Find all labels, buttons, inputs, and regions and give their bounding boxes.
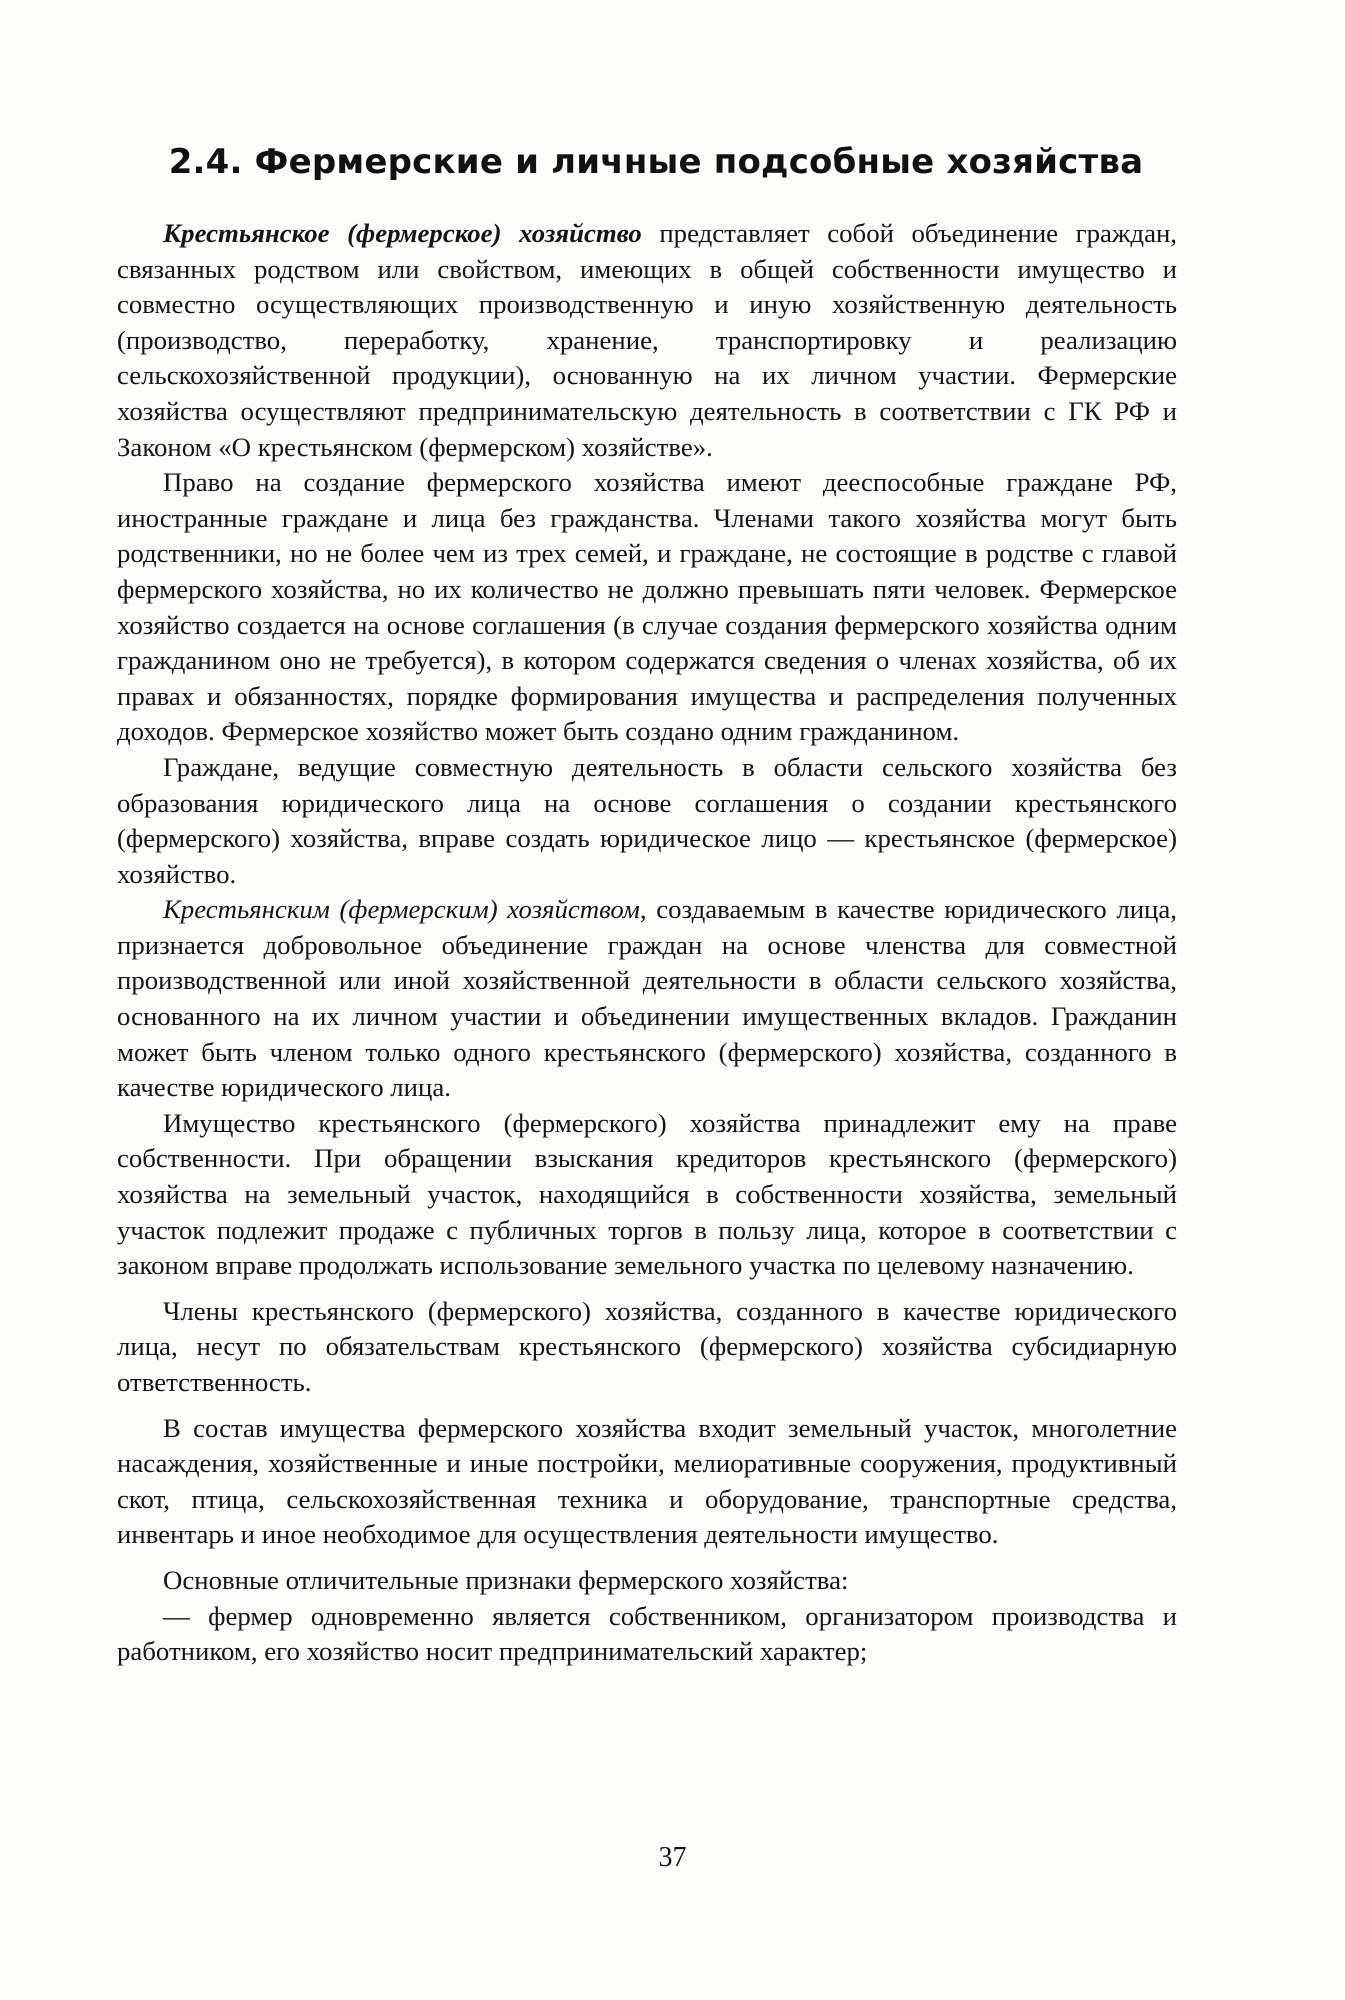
- paragraph-1-text: представляет собой объединение граждан, связанных родством или свойством, имеющих в общей собственности имущество и совместно осуществляющих производственную и иную хозяйственную деятельность (производство, переработку, хранение, транспортировку и реализацию сельскохозяйственной продукции), основанную на их личном участии. Фермерские хозяйства осуществляют предпринимательскую деятельность в соответствии с ГК РФ и Законом «О крестьянском (фермерском) хозяйстве».: [117, 218, 1177, 462]
- paragraph-2: Право на создание фермерского хозяйства имеют дееспособные граждане РФ, иностранные граждане и лица без гражданства. Членами такого хозяйства могут быть родственники, но не более чем из трех семей, и граждане, не состоящие в родстве с главой фермерского хозяйства, но их количество не должно превышать пяти человек. Фермерское хозяйство создается на основе соглашения (в случае создания фермерского хозяйства одним гражданином оно не требуется), в котором содержатся сведения о членах хозяйства, об их правах и обязанностях, порядке формирования имущества и распределения полученных доходов. Фермерское хозяйство может быть создано одним гражданином.: [117, 467, 1177, 747]
- paragraph-8: Основные отличительные признаки фермерского хозяйства:: [163, 1564, 849, 1595]
- paragraph-4-text: , создаваемым в качестве юридического лица, признается добровольное объединение граждан на основе членства для совместной производственной или иной хозяйственной деятельности в области сельского хозяйства, основанного на их личном участии и объединении имущественных вкладов. Гражданин может быть членом только одного крестьянского (фермерского) хозяйства, созданного в качестве юридического лица.: [117, 894, 1177, 1103]
- section-title: 2.4. Фермерские и личные подсобные хозяйства: [168, 142, 1144, 182]
- paragraph-7: В состав имущества фермерского хозяйства входит земельный участок, многолетние насаждения, хозяйственные и иные постройки, мелиоративные сооружения, продуктивный скот, птица, сельскохозяйственная техника и оборудование, транспортные средства, инвентарь и иное необходимое для осуществления деятельности имущество.: [117, 1412, 1177, 1550]
- paragraph-9-list-item: — фермер одновременно является собственником, организатором производства и работником, его хозяйство носит предпринимательский характер;: [117, 1600, 1177, 1667]
- paragraph-5: Имущество крестьянского (фермерского) хозяйства принадлежит ему на праве собственности. При обращении взыскания кредиторов крестьянского (фермерского) хозяйства на земельный участок, находящийся в собственности хозяйства, земельный участок подлежит продаже с публичных торгов в пользу лица, которое в соответствии с законом вправе продолжать использование земельного участка по целевому назначению.: [117, 1107, 1177, 1281]
- page-number: 37: [658, 1842, 687, 1873]
- paragraph-6: Члены крестьянского (фермерского) хозяйства, созданного в качестве юридического лица, несут по обязательствам крестьянского (фермерского) хозяйства субсидиарную ответственность.: [117, 1295, 1177, 1397]
- paragraph-3: Граждане, ведущие совместную деятельность в области сельского хозяйства без образования юридического лица на основе соглашения о создании крестьянского (фермерского) хозяйства, вправе создать юридическое лицо — крестьянское (фермерское) хозяйство.: [117, 751, 1177, 889]
- term-peasant-farm: Крестьянское (фермерское) хозяйство: [163, 218, 642, 248]
- paragraph-1: [117, 216, 1177, 465]
- page-content: [117, 142, 1177, 1670]
- term-peasant-farm-legal: Крестьянским (фермерским) хозяйством: [163, 894, 640, 925]
- paragraph-4: [117, 892, 1177, 1106]
